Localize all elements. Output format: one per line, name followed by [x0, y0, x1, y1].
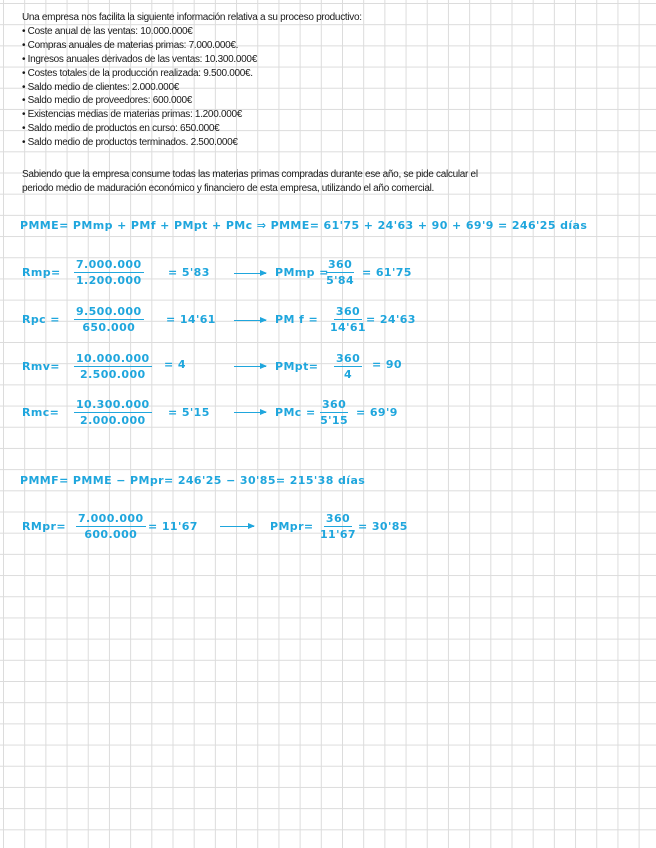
- rmpr-fraction: [76, 512, 146, 541]
- data-item: • Saldo medio de clientes: 2.000.000€: [22, 81, 179, 93]
- pmmp-denominator: 5'84: [326, 274, 355, 287]
- problem-statement: [22, 11, 622, 150]
- rpc-numerator: 9.500.000: [76, 305, 142, 318]
- pmf-result: = 24'63: [366, 313, 416, 326]
- data-item: • Existencias medias de materias primas: 1.200.000€: [22, 109, 242, 121]
- pmme-formula: PMME= PMmp + PMf + PMpt + PMc ⇒ PMME= 61'75 + 24'63 + 90 + 69'9 = 246'25 días: [20, 219, 588, 232]
- pmc-numerator: 360: [322, 398, 347, 411]
- rmc-fraction: [74, 398, 152, 427]
- pmpt-denominator: 4: [344, 368, 353, 381]
- pmpr-result: = 30'85: [358, 520, 408, 533]
- rmp-result: = 5'83: [168, 266, 210, 279]
- rmc-label: Rmc=: [22, 406, 60, 419]
- arrow-icon: [234, 366, 266, 367]
- rmv-fraction: [74, 352, 152, 381]
- rmpr-result: = 11'67: [148, 520, 198, 533]
- arrow-icon: [234, 412, 266, 413]
- rmpr-numerator: 7.000.000: [78, 512, 144, 525]
- rmv-numerator: 10.000.000: [76, 352, 150, 365]
- pmpr-numerator: 360: [325, 512, 351, 525]
- pmc-denominator: 5'15: [320, 414, 349, 427]
- data-item: • Saldo medio de productos terminados. 2.500.000€: [22, 137, 238, 149]
- rpc-denominator: 650.000: [82, 321, 136, 334]
- pmc-label: PMc =: [275, 406, 316, 419]
- data-item: • Compras anuales de materias primas: 7.000.000€.: [22, 39, 239, 51]
- rmc-numerator: 10.300.000: [76, 398, 150, 411]
- pmf-fraction: [330, 305, 366, 334]
- rpc-label: Rpc =: [22, 313, 60, 326]
- problem-intro: Una empresa nos facilita la siguiente información relativa a su proceso productivo:: [22, 12, 362, 23]
- pmc-fraction: [320, 398, 348, 427]
- rmp-label: Rmp=: [22, 266, 61, 279]
- rmp-denominator: 1.200.000: [76, 274, 142, 287]
- data-item: • Coste anual de las ventas: 10.000.000€: [22, 25, 193, 37]
- question-text: [22, 168, 622, 196]
- pmpr-denominator: 11'67: [320, 528, 356, 541]
- pmpt-label: PMpt=: [275, 360, 319, 373]
- pmpt-result: = 90: [372, 358, 402, 371]
- pmmp-fraction: [326, 258, 354, 287]
- pmpt-numerator: 360: [336, 352, 361, 365]
- rmc-result: = 5'15: [168, 406, 210, 419]
- rpc-result: = 14'61: [166, 313, 216, 326]
- arrow-icon: [234, 273, 266, 274]
- rmc-denominator: 2.000.000: [80, 414, 146, 427]
- pmpr-label: PMpr=: [270, 520, 314, 533]
- rmv-label: Rmv=: [22, 360, 60, 373]
- rmpr-denominator: 600.000: [84, 528, 138, 541]
- rmv-result: = 4: [164, 358, 186, 371]
- data-item: • Ingresos anuales derivados de las ventas: 10.300.000€: [22, 53, 257, 65]
- arrow-icon: [234, 320, 266, 321]
- data-item: • Costes totales de la producción realizada: 9.500.000€.: [22, 67, 253, 79]
- data-item: • Saldo medio de proveedores: 600.000€: [22, 95, 193, 107]
- pmpt-fraction: [334, 352, 362, 381]
- rmpr-label: RMpr=: [22, 520, 66, 533]
- pmmp-result: = 61'75: [362, 266, 412, 279]
- pmpr-fraction: [320, 512, 356, 541]
- rmv-denominator: 2.500.000: [80, 368, 146, 381]
- pmf-label: PM f =: [275, 313, 319, 326]
- data-item: • Saldo medio de productos en curso: 650.000€: [22, 123, 220, 135]
- rmp-fraction: [74, 258, 144, 287]
- pmmf-formula: PMMF= PMME − PMpr= 246'25 − 30'85= 215'38 días: [20, 474, 366, 487]
- question-line: periodo medio de maduración económico y financiero de esta empresa, utilizando el año comercial.: [22, 183, 435, 194]
- pmc-result: = 69'9: [356, 406, 398, 419]
- pmf-numerator: 360: [335, 305, 361, 318]
- rmp-numerator: 7.000.000: [76, 258, 142, 271]
- pmf-denominator: 14'61: [330, 321, 366, 334]
- question-line: Sabiendo que la empresa consume todas las materias primas compradas durante ese año, se pide calcular el: [22, 169, 478, 180]
- pmmp-label: PMmp =: [275, 266, 329, 279]
- arrow-icon: [220, 526, 254, 527]
- pmmp-numerator: 360: [328, 258, 353, 271]
- rpc-fraction: [74, 305, 144, 334]
